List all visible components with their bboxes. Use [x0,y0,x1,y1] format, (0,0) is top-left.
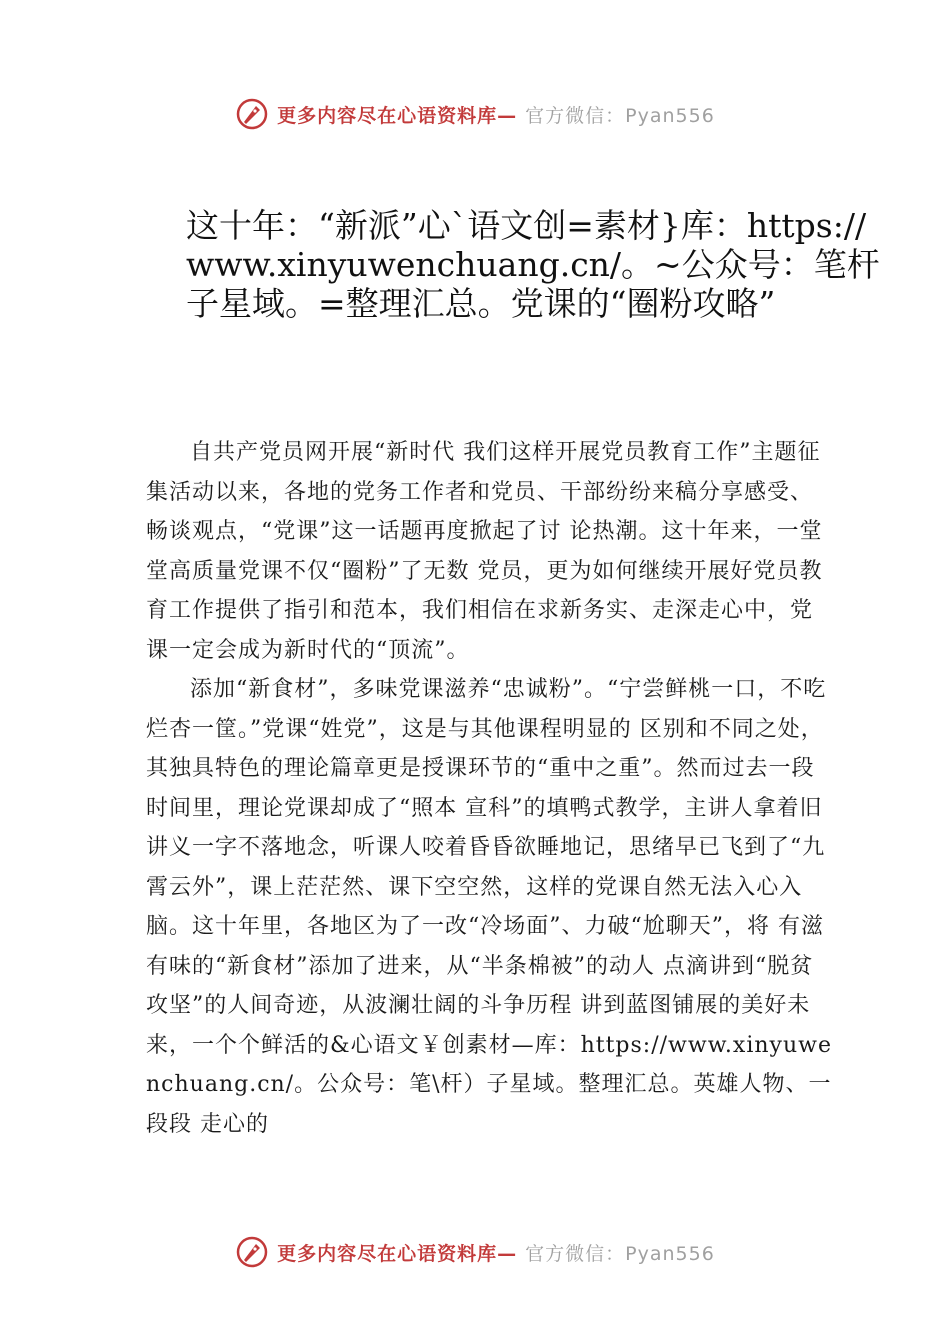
paragraph: 自共产党员网开展“新时代 我们这样开展党员教育工作”主题征集活动以来，各地的党务工作者和党员、干部纷纷来稿分享感受、畅谈观点，“党课”这一话题再度掀起了讨 论热潮。这十年来，一堂堂高质量党课不仅“圈粉”了无数 党员，更为如何继续开展好党员教育工作提供了指引和范本，我们相信在求新务实、走深走心中，党课一定会成为新时代的“顶流”。 [146,440,823,663]
paragraph: 添加“新食材”，多味党课滋养“忠诚粉”。“宁尝鲜桃一口，不吃烂杏一筐。”党课“姓党”，这是与其他课程明显的 区别和不同之处，其独具特色的理论篇章更是授课环节的“重中之重”。然而过去一段时间里，理论党课却成了“照本 宣科”的填鸭式教学，主讲人拿着旧讲义一字不落地念，听课人咬着昏昏欲睡地记，思绪早已飞到了“九霄云外”，课上茫茫然、课下空空然，这样的党课自然无法入心入脑。这十年里，各地区为了一改“冷场面”、力破“尬聊天”，将 有滋有味的“新食材”添加了进来，从“半条棉被”的动人 点滴讲到“脱贫攻坚”的人间奇迹，从波澜壮阔的斗争历程 讲到蓝图铺展的美好未来，一个个鲜活的&心语文￥创素材—库：https://www.xinyuwenchuang.cn/。公众号：笔\杆）子星域。整理汇总。英雄人物、一段段 走心的 [146,677,832,1137]
banner-text: 更多内容尽在心语资料库— [277,1242,518,1265]
banner-text: 更多内容尽在心语资料库— [277,104,518,127]
pen-nib-logo-icon [235,97,269,131]
header-banner [0,94,950,134]
footer-banner [0,1232,950,1272]
pen-nib-logo-icon [235,1235,269,1269]
document-body [146,433,832,1144]
banner-wechat: 官方微信：Pyan556 [525,104,715,127]
banner-wechat: 官方微信：Pyan556 [525,1242,715,1265]
document-title: 这十年：“新派”心`语文创=素材}库：https://www.xinyuwenchuang.cn/。~公众号：笔杆子星域。=整理汇总。党课的“圈粉攻略” [186,206,880,323]
